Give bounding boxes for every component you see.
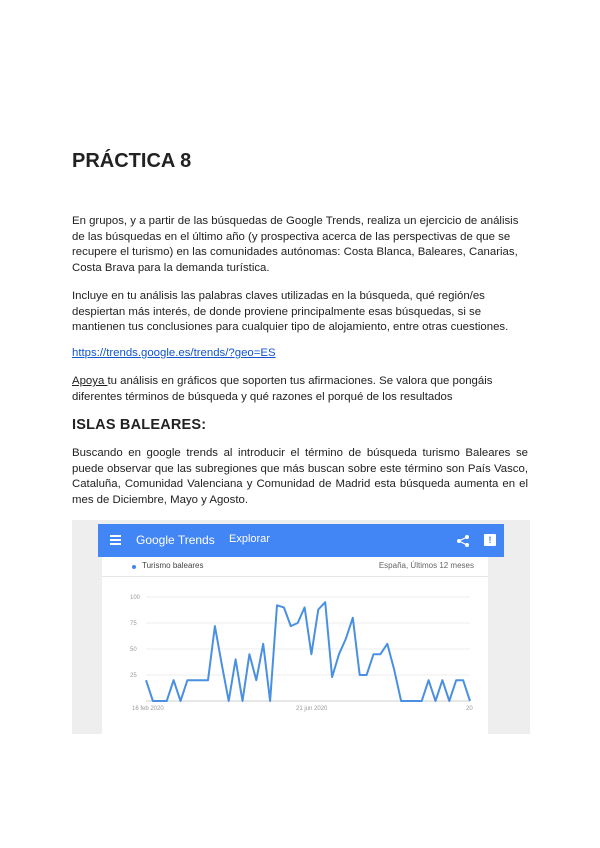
section-title: ISLAS BALEARES: <box>72 417 207 433</box>
x-tick-label: 20 <box>466 706 473 712</box>
google-trends-logo[interactable]: Google Trends <box>136 533 215 547</box>
support-underlined: Apoya <box>72 375 108 387</box>
series-color-dot <box>132 565 136 569</box>
y-tick-label: 25 <box>130 673 137 679</box>
support-rest: tu análisis en gráficos que soporten tus afirmaciones. Se valora que pongáis diferentes términos de búsqueda y qué razones el porqué de los resultados <box>72 375 493 403</box>
support-paragraph <box>72 374 528 405</box>
region-period-label: España, Últimos 12 meses <box>378 561 474 570</box>
y-tick-label: 50 <box>130 647 137 653</box>
google-trends-link[interactable]: https://trends.google.es/trends/?geo=ES <box>72 347 276 359</box>
series-line-turismo-baleares <box>146 602 470 701</box>
y-tick-label: 100 <box>130 595 141 601</box>
instructions-paragraph: Incluye en tu análisis las palabras claves utilizadas en la búsqueda, qué región/es despiertan más interés, de donde proviene principalmente esas búsquedas, si se mantienen tus conclusiones para cualquier tipo de alojamiento, entre otras cuestiones. <box>72 290 509 334</box>
explore-label: Explorar <box>229 533 270 545</box>
interest-over-time-chart <box>102 577 488 734</box>
x-tick-label: 16 feb 2020 <box>132 706 164 712</box>
search-term-row <box>102 557 488 577</box>
section-paragraph: Buscando en google trends al introducir el término de búsqueda turismo Baleares se puede observar que las subregiones que más buscan sobre este término son País Vasco, Cataluña, Comunidad Valenciana y Comunidad de Madrid esta búsqueda aumenta en el mes de Diciembre, Mayo y Agosto. <box>72 447 528 506</box>
google-trends-screenshot <box>72 520 530 734</box>
intro-paragraph: En grupos, y a partir de las búsquedas de Google Trends, realiza un ejercicio de análisis de las búsquedas en el último año (y prospectiva acerca de las perspectivas de que se recupere el turismo) en las comunidades autónomas: Costa Blanca, Baleares, Canarias, Costa Brava para la demanda turística. <box>72 215 519 274</box>
trends-header-bar <box>98 524 504 557</box>
search-term-label: Turismo baleares <box>142 561 204 570</box>
share-icon[interactable] <box>456 534 470 548</box>
x-tick-label: 21 jun 2020 <box>296 706 328 712</box>
page-title: PRÁCTICA 8 <box>72 150 192 172</box>
feedback-icon[interactable]: ! <box>484 534 496 546</box>
trends-chart-card <box>102 557 488 734</box>
menu-icon[interactable] <box>110 535 121 546</box>
y-tick-label: 75 <box>130 621 137 627</box>
